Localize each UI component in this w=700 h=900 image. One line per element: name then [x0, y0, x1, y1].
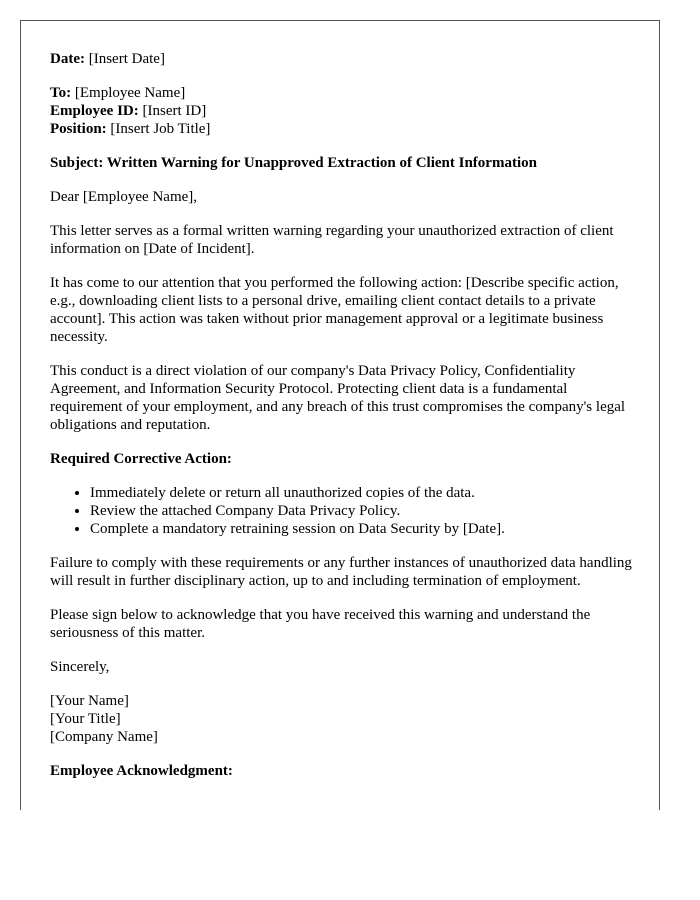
employee-id-value: [Insert ID]: [142, 103, 207, 119]
position-line: [50, 120, 640, 138]
to-value: [Employee Name]: [74, 85, 186, 101]
list-item: • Review the attached Company Data Privacy Policy.: [90, 502, 640, 520]
recipient-block: [50, 84, 640, 138]
acknowledgment-heading: Employee Acknowledgment:: [50, 763, 233, 779]
sign-off: Sincerely,: [50, 659, 110, 675]
letter-content: [50, 50, 640, 796]
date-line: [50, 50, 640, 68]
list-item: • Immediately delete or return all unauthorized copies of the data.: [90, 484, 640, 502]
employee-id-label: Employee ID:: [50, 103, 139, 119]
to-label: To:: [50, 85, 72, 101]
signature-block: [50, 692, 640, 746]
subject-line: Subject: Written Warning for Unapproved Extraction of Client Information: [50, 155, 537, 171]
paragraph-action: It has come to our attention that you performed the following action: [Describe specific action, e.g., downloading client lists to a personal drive, emailing client contact details to a private account]. This action was taken without prior management approval or a legitimate business necessity.: [50, 275, 619, 345]
signature-company: [Company Name]: [50, 729, 158, 745]
letter-page: [20, 20, 660, 810]
corrective-list: [50, 484, 640, 538]
position-value: [Insert Job Title]: [110, 121, 211, 137]
salutation: Dear [Employee Name],: [50, 189, 198, 205]
to-line: [50, 84, 640, 102]
paragraph-consequence: Failure to comply with these requirements or any further instances of unauthorized data handling will result in further disciplinary action, up to and including termination of employment.: [50, 555, 632, 589]
paragraph-violation: This conduct is a direct violation of our company's Data Privacy Policy, Confidentiality Agreement, and Information Security Protocol. Protecting client data is a fundamental requirement of your employment, and any breach of this trust compromises the company's legal obligations and reputation.: [50, 363, 626, 433]
date-value: [Insert Date]: [88, 51, 165, 67]
employee-id-line: [50, 102, 640, 120]
position-label: Position:: [50, 121, 107, 137]
list-item: • Complete a mandatory retraining session on Data Security by [Date].: [90, 520, 640, 538]
paragraph-sign-request: Please sign below to acknowledge that you have received this warning and understand the seriousness of this matter.: [50, 607, 591, 641]
paragraph-intro: This letter serves as a formal written warning regarding your unauthorized extraction of client information on [Date of Incident].: [50, 223, 614, 257]
signature-title: [Your Title]: [50, 711, 121, 727]
date-label: Date:: [50, 51, 85, 67]
signature-name: [Your Name]: [50, 693, 129, 709]
corrective-heading: Required Corrective Action:: [50, 451, 232, 467]
